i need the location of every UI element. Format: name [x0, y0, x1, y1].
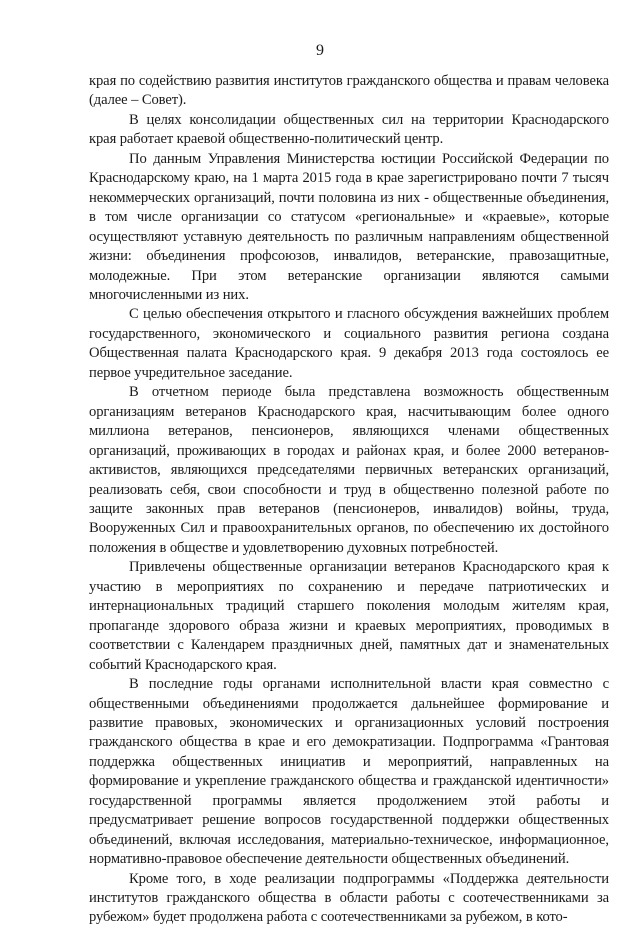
- paragraph-veterans-organizations: В отчетном периоде была представлена возможность общественным организациям ветеранов Краснодарского края, насчитывающим более одного миллиона ветеранов, пенсионеров, являющихся членами общественных организаций, проживающих в городах и районах края, и более 2000 ветеранов-активистов, являющихся председателями первичных ветеранских организаций, реализовать себя, свои способности и труд в общественно полезной работе по защите законных прав ветеранов (пенсионеров, инвалидов) войны, труда, Вооруженных Сил и правоохранительных органов, по обеспечению их достойного положения в обществе и удовлетворению духовных потребностей.: [89, 384, 609, 556]
- paragraph-consolidation: В целях консолидации общественных сил на территории Краснодарского края работает краевой общественно-политический центр.: [89, 111, 609, 148]
- page-number: 9: [316, 42, 324, 59]
- paragraph-compatriots-abroad: Кроме того, в ходе реализации подпрограммы «Поддержка деятельности институтов гражданского общества в области работы с соотечественниками за рубежом» будет продолжена работа с соотечественниками за рубежом, в кото-: [89, 870, 609, 926]
- paragraph-continuation: края по содействию развития институтов гражданского общества и правам человека (далее – Совет).: [89, 73, 609, 109]
- body-text: [89, 72, 609, 928]
- paragraph-ministry-data: По данным Управления Министерства юстиции Российской Федерации по Краснодарскому краю, на 1 марта 2015 года в крае зарегистрировано почти 7 тысяч некоммерческих организаций, почти половина из них - общественные объединения, в том числе организации со статусом «региональные» и «краевые», которые осуществляют уставную деятельность по различным направлениям общественной жизни: объединения профсоюзов, инвалидов, ветеранские, правозащитные, молодежные. При этом ветеранские организации являются самыми многочисленными из них.: [89, 150, 609, 303]
- paragraph-public-chamber: С целью обеспечения открытого и гласного обсуждения важнейших проблем государственного, экономического и социального развития региона создана Общественная палата Краснодарского края. 9 декабря 2013 года состоялось ее первое учредительное заседание.: [89, 306, 609, 381]
- paragraph-civil-society-subprogram: В последние годы органами исполнительной власти края совместно с общественными объединениями продолжается дальнейшее формирование и развитие правовых, экономических и организационных условий построения гражданского общества в крае и его демократизации. Подпрограмма «Грантовая поддержка общественных инициатив и мероприятий, направленных на формирование и укрепление гражданского общества и гражданской идентичности» государственной программы является продолжением этой работы и предусматривает решение вопросов государственной поддержки общественных объединений, включая исследования, материально-техническое, информационное, нормативно-правовое обеспечение деятельности общественных объединений.: [89, 676, 609, 868]
- paragraph-veterans-events: Привлечены общественные организации ветеранов Краснодарского края к участию в мероприятиях по сохранению и передаче патриотических и интернациональных традиций старшего поколения молодым жителям края, пропаганде здорового образа жизни и краевых мероприятиях, проводимых в соответствии с Календарем праздничных дней, памятных дат и знаменательных событий Краснодарского края.: [89, 559, 609, 673]
